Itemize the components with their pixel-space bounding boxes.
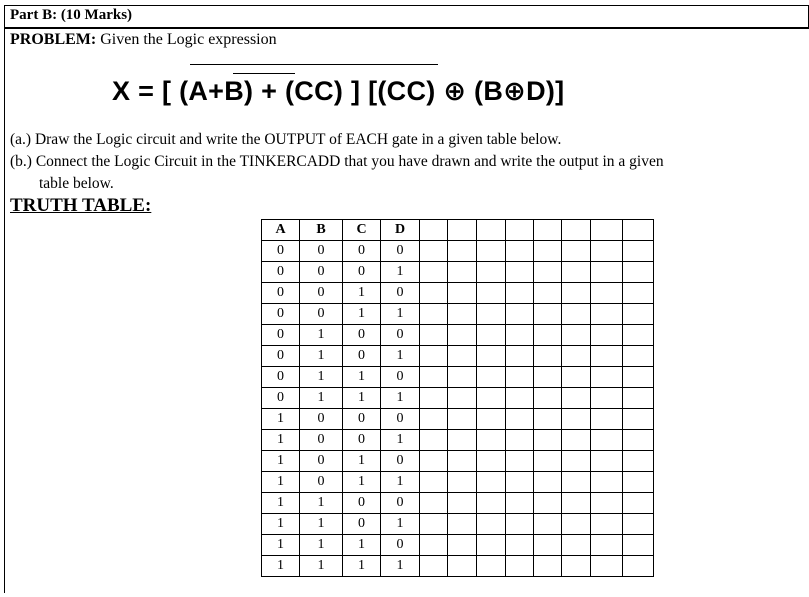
input-cell: 0 xyxy=(262,367,300,388)
input-cell: 0 xyxy=(262,346,300,367)
output-blank-cell[interactable] xyxy=(562,451,591,472)
output-blank-cell[interactable] xyxy=(591,514,623,535)
input-cell: 0 xyxy=(343,325,381,346)
input-cell: 1 xyxy=(300,556,343,577)
output-blank-cell[interactable] xyxy=(623,262,654,283)
output-blank-cell[interactable] xyxy=(591,388,623,409)
table-row xyxy=(262,472,654,493)
input-cell: 0 xyxy=(262,283,300,304)
output-blank-cell[interactable] xyxy=(562,304,591,325)
output-blank-cell[interactable] xyxy=(591,325,623,346)
table-row xyxy=(262,241,654,262)
output-blank-cell[interactable] xyxy=(477,367,506,388)
header-a: A xyxy=(262,220,300,241)
header-blank-cell[interactable] xyxy=(506,220,534,241)
output-blank-cell[interactable] xyxy=(623,241,654,262)
output-blank-cell[interactable] xyxy=(534,535,562,556)
output-blank-cell[interactable] xyxy=(448,514,477,535)
output-blank-cell[interactable] xyxy=(448,409,477,430)
input-cell: 1 xyxy=(300,325,343,346)
output-blank-cell[interactable] xyxy=(623,388,654,409)
output-blank-cell[interactable] xyxy=(534,556,562,577)
input-cell: 0 xyxy=(300,262,343,283)
table-row xyxy=(262,367,654,388)
output-blank-cell[interactable] xyxy=(534,241,562,262)
output-blank-cell[interactable] xyxy=(562,325,591,346)
output-blank-cell[interactable] xyxy=(448,430,477,451)
output-blank-cell[interactable] xyxy=(477,514,506,535)
output-blank-cell[interactable] xyxy=(534,283,562,304)
header-blank-cell[interactable] xyxy=(591,220,623,241)
output-blank-cell[interactable] xyxy=(623,409,654,430)
output-blank-cell[interactable] xyxy=(420,472,448,493)
input-cell: 1 xyxy=(343,283,381,304)
output-blank-cell[interactable] xyxy=(562,472,591,493)
input-cell: 0 xyxy=(343,493,381,514)
output-blank-cell[interactable] xyxy=(420,262,448,283)
output-blank-cell[interactable] xyxy=(591,409,623,430)
output-blank-cell[interactable] xyxy=(506,325,534,346)
input-cell: 0 xyxy=(343,409,381,430)
table-row xyxy=(262,325,654,346)
input-cell: 1 xyxy=(381,262,420,283)
input-cell: 1 xyxy=(381,430,420,451)
header-c: C xyxy=(343,220,381,241)
header-blank-cell[interactable] xyxy=(448,220,477,241)
output-blank-cell[interactable] xyxy=(506,556,534,577)
output-blank-cell[interactable] xyxy=(448,325,477,346)
output-blank-cell[interactable] xyxy=(448,535,477,556)
input-cell: 1 xyxy=(343,472,381,493)
input-cell: 1 xyxy=(262,472,300,493)
problem-label: PROBLEM: xyxy=(10,31,97,48)
output-blank-cell[interactable] xyxy=(448,556,477,577)
output-blank-cell[interactable] xyxy=(420,430,448,451)
output-blank-cell[interactable] xyxy=(534,325,562,346)
output-blank-cell[interactable] xyxy=(591,367,623,388)
table-row xyxy=(262,430,654,451)
output-blank-cell[interactable] xyxy=(506,535,534,556)
output-blank-cell[interactable] xyxy=(623,493,654,514)
output-blank-cell[interactable] xyxy=(420,367,448,388)
output-blank-cell[interactable] xyxy=(420,451,448,472)
input-cell: 0 xyxy=(300,409,343,430)
problem-statement xyxy=(10,31,277,49)
output-blank-cell[interactable] xyxy=(477,241,506,262)
part-title: Part B: (10 Marks) xyxy=(10,7,133,23)
input-cell: 1 xyxy=(262,535,300,556)
output-blank-cell[interactable] xyxy=(448,388,477,409)
input-cell: 0 xyxy=(262,304,300,325)
output-blank-cell[interactable] xyxy=(534,304,562,325)
task-b-continued: table below. xyxy=(39,175,114,192)
header-blank-cell[interactable] xyxy=(562,220,591,241)
input-cell: 0 xyxy=(262,388,300,409)
output-blank-cell[interactable] xyxy=(534,430,562,451)
input-cell: 0 xyxy=(381,241,420,262)
output-blank-cell[interactable] xyxy=(534,388,562,409)
table-row xyxy=(262,346,654,367)
output-blank-cell[interactable] xyxy=(562,241,591,262)
output-blank-cell[interactable] xyxy=(477,472,506,493)
input-cell: 0 xyxy=(381,493,420,514)
input-cell: 0 xyxy=(381,451,420,472)
output-blank-cell[interactable] xyxy=(420,241,448,262)
output-blank-cell[interactable] xyxy=(448,241,477,262)
output-blank-cell[interactable] xyxy=(448,472,477,493)
header-blank-cell[interactable] xyxy=(534,220,562,241)
input-cell: 1 xyxy=(343,367,381,388)
input-cell: 1 xyxy=(381,514,420,535)
output-blank-cell[interactable] xyxy=(623,451,654,472)
output-blank-cell[interactable] xyxy=(623,304,654,325)
output-blank-cell[interactable] xyxy=(623,514,654,535)
header-blank-cell[interactable] xyxy=(477,220,506,241)
output-blank-cell[interactable] xyxy=(534,451,562,472)
table-row xyxy=(262,556,654,577)
output-blank-cell[interactable] xyxy=(562,388,591,409)
output-blank-cell[interactable] xyxy=(562,409,591,430)
output-blank-cell[interactable] xyxy=(591,472,623,493)
output-blank-cell[interactable] xyxy=(506,493,534,514)
input-cell: 0 xyxy=(381,535,420,556)
output-blank-cell[interactable] xyxy=(477,304,506,325)
input-cell: 0 xyxy=(343,430,381,451)
output-blank-cell[interactable] xyxy=(448,262,477,283)
header-blank-cell[interactable] xyxy=(420,220,448,241)
problem-text: Given the Logic expression xyxy=(96,31,277,48)
input-cell: 1 xyxy=(343,388,381,409)
input-cell: 1 xyxy=(343,451,381,472)
task-b: (b.) Connect the Logic Circuit in the TINKERCADD that you have drawn and write the output in a given xyxy=(10,153,664,170)
header-blank-cell[interactable] xyxy=(623,220,654,241)
table-row xyxy=(262,409,654,430)
table-row xyxy=(262,262,654,283)
output-blank-cell[interactable] xyxy=(591,535,623,556)
output-blank-cell[interactable] xyxy=(477,535,506,556)
output-blank-cell[interactable] xyxy=(448,283,477,304)
output-blank-cell[interactable] xyxy=(623,472,654,493)
output-blank-cell[interactable] xyxy=(420,514,448,535)
input-cell: 0 xyxy=(262,241,300,262)
input-cell: 1 xyxy=(381,304,420,325)
output-blank-cell[interactable] xyxy=(591,493,623,514)
output-blank-cell[interactable] xyxy=(562,367,591,388)
output-blank-cell[interactable] xyxy=(591,556,623,577)
table-row xyxy=(262,493,654,514)
output-blank-cell[interactable] xyxy=(591,283,623,304)
output-blank-cell[interactable] xyxy=(562,262,591,283)
output-blank-cell[interactable] xyxy=(623,535,654,556)
input-cell: 1 xyxy=(381,472,420,493)
output-blank-cell[interactable] xyxy=(506,262,534,283)
output-blank-cell[interactable] xyxy=(534,262,562,283)
input-cell: 1 xyxy=(300,535,343,556)
output-blank-cell[interactable] xyxy=(420,346,448,367)
output-blank-cell[interactable] xyxy=(477,262,506,283)
output-blank-cell[interactable] xyxy=(477,283,506,304)
output-blank-cell[interactable] xyxy=(448,451,477,472)
table-row xyxy=(262,283,654,304)
output-blank-cell[interactable] xyxy=(591,241,623,262)
input-cell: 1 xyxy=(300,367,343,388)
input-cell: 1 xyxy=(381,556,420,577)
output-blank-cell[interactable] xyxy=(506,304,534,325)
input-cell: 1 xyxy=(262,556,300,577)
input-cell: 1 xyxy=(343,304,381,325)
input-cell: 0 xyxy=(343,241,381,262)
input-cell: 1 xyxy=(381,346,420,367)
output-blank-cell[interactable] xyxy=(420,493,448,514)
output-blank-cell[interactable] xyxy=(420,304,448,325)
output-blank-cell[interactable] xyxy=(623,325,654,346)
output-blank-cell[interactable] xyxy=(562,535,591,556)
input-cell: 1 xyxy=(300,346,343,367)
output-blank-cell[interactable] xyxy=(506,241,534,262)
table-row xyxy=(262,304,654,325)
input-cell: 0 xyxy=(262,262,300,283)
input-cell: 1 xyxy=(262,451,300,472)
output-blank-cell[interactable] xyxy=(506,472,534,493)
input-cell: 1 xyxy=(343,535,381,556)
truth-table-header-row xyxy=(262,220,654,241)
input-cell: 0 xyxy=(262,325,300,346)
output-blank-cell[interactable] xyxy=(623,367,654,388)
output-blank-cell[interactable] xyxy=(562,430,591,451)
task-a: (a.) Draw the Logic circuit and write the OUTPUT of EACH gate in a given table below. xyxy=(10,131,562,148)
output-blank-cell[interactable] xyxy=(591,262,623,283)
output-blank-cell[interactable] xyxy=(562,346,591,367)
output-blank-cell[interactable] xyxy=(591,304,623,325)
output-blank-cell[interactable] xyxy=(477,388,506,409)
header-d: D xyxy=(381,220,420,241)
input-cell: 0 xyxy=(381,283,420,304)
output-blank-cell[interactable] xyxy=(448,493,477,514)
output-blank-cell[interactable] xyxy=(562,514,591,535)
output-blank-cell[interactable] xyxy=(506,409,534,430)
input-cell: 0 xyxy=(300,451,343,472)
output-blank-cell[interactable] xyxy=(623,283,654,304)
output-blank-cell[interactable] xyxy=(477,556,506,577)
input-cell: 0 xyxy=(300,304,343,325)
input-cell: 0 xyxy=(381,409,420,430)
output-blank-cell[interactable] xyxy=(420,535,448,556)
truth-table xyxy=(261,219,654,577)
output-blank-cell[interactable] xyxy=(534,514,562,535)
input-cell: 1 xyxy=(300,493,343,514)
output-blank-cell[interactable] xyxy=(506,430,534,451)
input-cell: 1 xyxy=(381,388,420,409)
input-cell: 0 xyxy=(343,346,381,367)
output-blank-cell[interactable] xyxy=(420,388,448,409)
output-blank-cell[interactable] xyxy=(477,409,506,430)
table-row xyxy=(262,451,654,472)
output-blank-cell[interactable] xyxy=(448,346,477,367)
output-blank-cell[interactable] xyxy=(477,430,506,451)
output-blank-cell[interactable] xyxy=(420,556,448,577)
output-blank-cell[interactable] xyxy=(506,367,534,388)
output-blank-cell[interactable] xyxy=(534,493,562,514)
input-cell: 1 xyxy=(262,493,300,514)
output-blank-cell[interactable] xyxy=(562,556,591,577)
input-cell: 1 xyxy=(300,388,343,409)
input-cell: 0 xyxy=(343,514,381,535)
output-blank-cell[interactable] xyxy=(591,346,623,367)
output-blank-cell[interactable] xyxy=(448,304,477,325)
input-cell: 1 xyxy=(262,409,300,430)
header-b: B xyxy=(300,220,343,241)
input-cell: 1 xyxy=(262,514,300,535)
table-row xyxy=(262,514,654,535)
output-blank-cell[interactable] xyxy=(562,493,591,514)
input-cell: 0 xyxy=(300,241,343,262)
output-blank-cell[interactable] xyxy=(420,409,448,430)
output-blank-cell[interactable] xyxy=(420,325,448,346)
output-blank-cell[interactable] xyxy=(506,514,534,535)
output-blank-cell[interactable] xyxy=(591,430,623,451)
output-blank-cell[interactable] xyxy=(420,283,448,304)
input-cell: 0 xyxy=(300,430,343,451)
output-blank-cell[interactable] xyxy=(477,493,506,514)
output-blank-cell[interactable] xyxy=(477,451,506,472)
output-blank-cell[interactable] xyxy=(534,346,562,367)
input-cell: 0 xyxy=(381,325,420,346)
output-blank-cell[interactable] xyxy=(623,430,654,451)
input-cell: 1 xyxy=(300,514,343,535)
output-blank-cell[interactable] xyxy=(623,346,654,367)
table-row xyxy=(262,388,654,409)
input-cell: 1 xyxy=(343,556,381,577)
table-row xyxy=(262,535,654,556)
input-cell: 0 xyxy=(300,283,343,304)
truth-table-body xyxy=(262,241,654,577)
output-blank-cell[interactable] xyxy=(623,556,654,577)
expression-overline-outer xyxy=(190,64,438,65)
output-blank-cell[interactable] xyxy=(506,346,534,367)
input-cell: 1 xyxy=(262,430,300,451)
truth-table-heading: TRUTH TABLE: xyxy=(10,195,152,216)
output-blank-cell[interactable] xyxy=(477,325,506,346)
output-blank-cell[interactable] xyxy=(506,388,534,409)
output-blank-cell[interactable] xyxy=(477,346,506,367)
output-blank-cell[interactable] xyxy=(534,409,562,430)
output-blank-cell[interactable] xyxy=(534,472,562,493)
logic-expression: X = [ (A+B) + (CC) ] [(CC) ⊕ (B⊕D)] xyxy=(112,76,565,106)
input-cell: 0 xyxy=(381,367,420,388)
input-cell: 0 xyxy=(343,262,381,283)
input-cell: 0 xyxy=(300,472,343,493)
output-blank-cell[interactable] xyxy=(506,283,534,304)
output-blank-cell[interactable] xyxy=(506,451,534,472)
output-blank-cell[interactable] xyxy=(562,283,591,304)
output-blank-cell[interactable] xyxy=(448,367,477,388)
output-blank-cell[interactable] xyxy=(534,367,562,388)
output-blank-cell[interactable] xyxy=(591,451,623,472)
expression-overline-inner xyxy=(233,73,295,74)
